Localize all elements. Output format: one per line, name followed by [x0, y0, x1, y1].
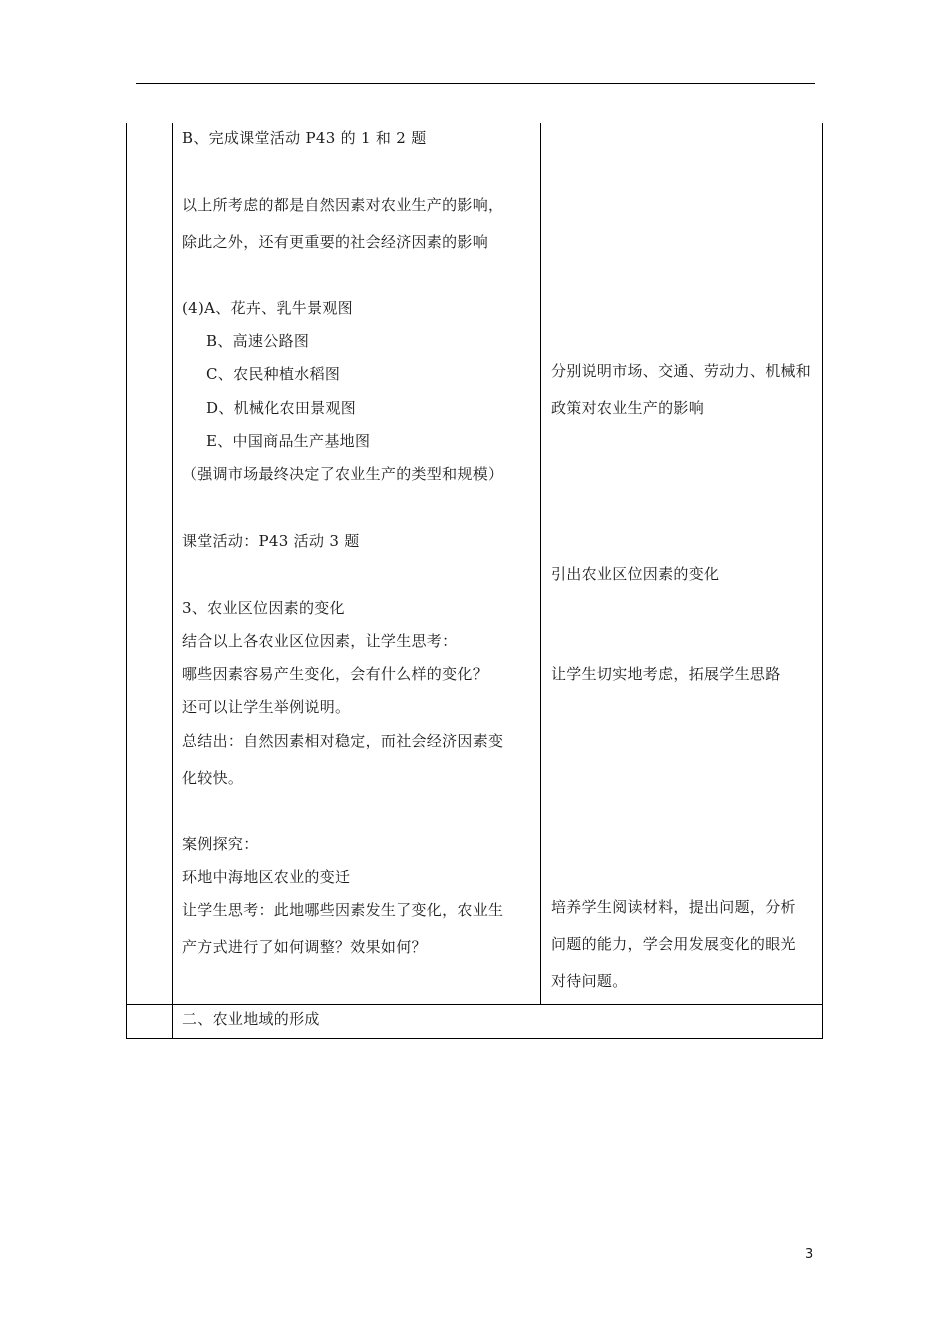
row-separator	[126, 1004, 823, 1005]
header-rule	[136, 83, 815, 84]
prompt-line-2: 哪些因素容易产生变化，会有什么样的变化？	[182, 665, 489, 683]
page-number: 3	[805, 1247, 814, 1262]
note-ability-line-1: 培养学生阅读材料，提出问题，分析	[551, 898, 796, 916]
section-heading: 二、农业地域的形成	[182, 1010, 320, 1028]
prompt-line-1: 结合以上各农业区位因素，让学生思考：	[182, 632, 458, 650]
summary-line-2: 化较快。	[182, 769, 244, 787]
market-emphasis-note: （强调市场最终决定了农业生产的类型和规模）	[182, 465, 504, 483]
natural-factors-line: 以上所考虑的都是自然因素对农业生产的影响，	[182, 196, 504, 214]
note-ability-line-3: 对待问题。	[551, 972, 628, 990]
socioeconomic-factors-line: 除此之外，还有更重要的社会经济因素的影响	[182, 233, 489, 251]
case-question-line-2: 产方式进行了如何调整？效果如何？	[182, 938, 427, 956]
prompt-line-3: 还可以让学生举例说明。	[182, 698, 351, 716]
table-divider-2	[540, 123, 541, 1004]
case-study-label: 案例探究：	[182, 835, 259, 853]
subsection-heading: 3、农业区位因素的变化	[182, 599, 345, 617]
figure-d-item: D、机械化农田景观图	[206, 399, 357, 417]
figure-b-item: B、高速公路图	[206, 332, 310, 350]
note-factors-line-1: 分别说明市场、交通、劳动力、机械和	[551, 362, 812, 380]
summary-line-1: 总结出：自然因素相对稳定，而社会经济因素变	[182, 732, 504, 750]
case-study-title: 环地中海地区农业的变迁	[182, 868, 351, 886]
case-question-line-1: 让学生思考：此地哪些因素发生了变化，农业生	[182, 901, 504, 919]
note-change-intro: 引出农业区位因素的变化	[551, 565, 720, 583]
class-activity-line: 课堂活动：P43 活动 3 题	[182, 532, 360, 550]
note-ability-line-2: 问题的能力，学会用发展变化的眼光	[551, 935, 796, 953]
table-border-right	[822, 123, 823, 1039]
note-thinking: 让学生切实地考虑，拓展学生思路	[551, 665, 781, 683]
note-factors-line-2: 政策对农业生产的影响	[551, 399, 705, 417]
figure-e-item: E、中国商品生产基地图	[206, 432, 371, 450]
figure-c-item: C、农民种植水稻图	[206, 365, 341, 383]
table-border-bottom	[126, 1038, 823, 1039]
task-b-line: B、完成课堂活动 P43 的 1 和 2 题	[182, 129, 427, 147]
table-divider-1	[172, 123, 173, 1039]
figure-a-item: (4)A、花卉、乳牛景观图	[182, 299, 353, 317]
table-border-left	[126, 123, 127, 1039]
